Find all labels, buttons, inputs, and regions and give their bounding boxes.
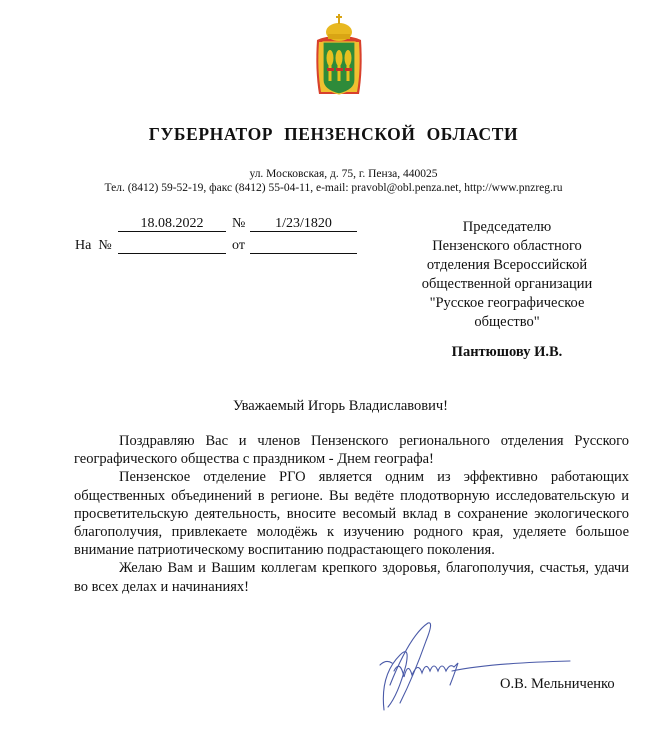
recipient-line: общественной организации	[421, 276, 593, 292]
recipient-block	[392, 218, 622, 332]
body-paragraph: Желаю Вам и Вашим коллегам крепкого здоровья, благополучия, счастья, удачи во всех делах и начинаниях!	[74, 560, 629, 595]
body-paragraph: Поздравляю Вас и членов Пензенского регионального отделения Русского географического общества с праздником - Днем географа!	[74, 433, 629, 468]
letter-body	[74, 432, 629, 596]
handwritten-signature	[370, 615, 590, 725]
number-label: №	[232, 216, 246, 231]
reply-to-number-field	[118, 238, 226, 254]
outgoing-date-field: 18.08.2022	[118, 216, 226, 232]
recipient-name: Пантюшову И.В.	[451, 344, 563, 360]
body-paragraph: Пензенское отделение РГО является одним из эффективно работающих общественных объединений в регионе. Вы ведёте плодотворную исследовательскую и просветительскую деятельность, вносите весомый вклад в сохранение экологического благополучия, привлекаете молодёжь к изучению родного края, уделяете большое внимание патриотическому воспитанию подрастающего поколения.	[74, 469, 629, 559]
letterhead-contacts: Тел. (8412) 59-52-19, факс (8412) 55-04-11, e-mail: pravobl@obl.penza.net, http://www.pnzreg.ru	[104, 182, 563, 194]
from-label: от	[232, 238, 245, 253]
salutation: Уважаемый Игорь Владиславович!	[232, 398, 449, 414]
signer-name: О.В. Мельниченко	[500, 676, 615, 692]
recipient-line: "Русское географическое	[429, 295, 585, 311]
recipient-line: общество"	[474, 314, 540, 330]
from-date-field	[250, 238, 357, 254]
coat-of-arms-emblem	[313, 10, 365, 104]
outgoing-number-field: 1/23/1820	[250, 216, 357, 232]
letterhead-title: ГУБЕРНАТОР ПЕНЗЕНСКОЙ ОБЛАСТИ	[148, 124, 519, 144]
letterhead-address: ул. Московская, д. 75, г. Пенза, 440025	[249, 168, 438, 180]
reply-to-label: На №	[75, 238, 112, 253]
recipient-line: отделения Всероссийской	[426, 257, 588, 273]
recipient-line: Председателю	[462, 219, 552, 235]
recipient-line: Пензенского областного	[432, 238, 582, 254]
